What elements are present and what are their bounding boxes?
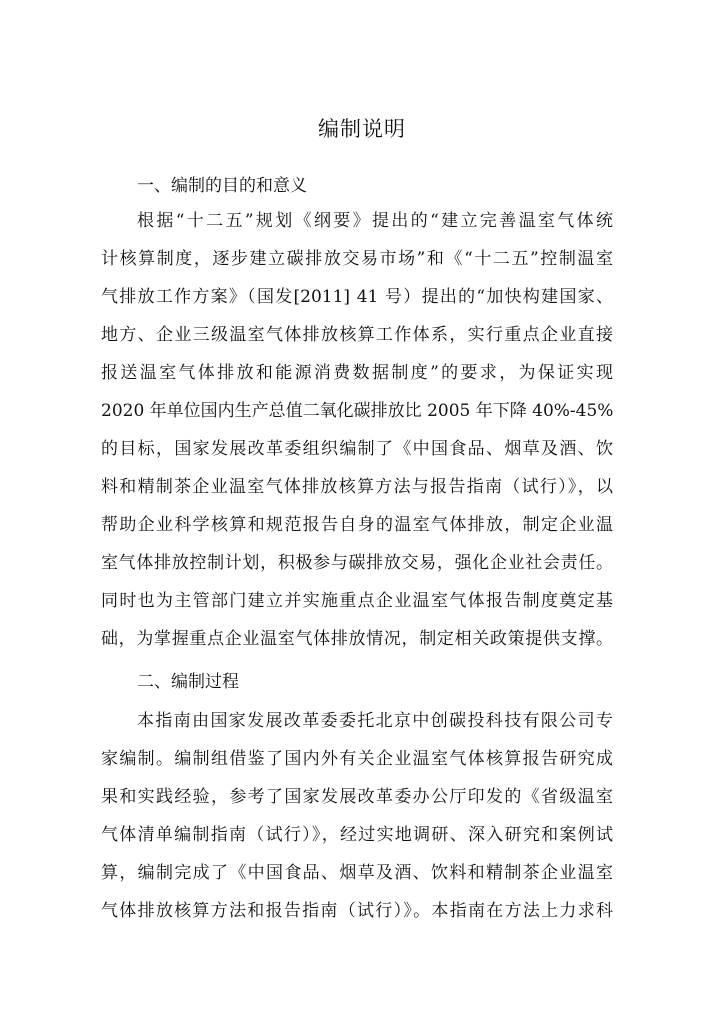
document-title: 编制说明: [318, 117, 406, 141]
paragraph-line: 果和实践经验，参考了国家发展改革委办公厅印发的《省级温室: [101, 787, 613, 807]
paragraph-line: 帮助企业科学核算和规范报告自身的温室气体排放，制定企业温: [101, 515, 613, 535]
paragraph-line: 室气体排放控制计划，积极参与碳排放交易，强化企业社会责任。: [101, 553, 613, 573]
paragraph-line: 础，为掌握重点企业温室气体排放情况，制定相关政策提供支撑。: [101, 629, 613, 649]
paragraph-line: 气体清单编制指南（试行）》，经过实地调研、深入研究和案例试: [101, 825, 613, 845]
paragraph-line: 同时也为主管部门建立并实施重点企业温室气体报告制度奠定基: [101, 591, 613, 611]
paragraph-line: 2020 年单位国内生产总值二氧化碳排放比 2005 年下降 40%-45%: [101, 401, 614, 421]
paragraph-line: 算，编制完成了《中国食品、烟草及酒、饮料和精制茶企业温室: [101, 863, 613, 883]
paragraph-line: 报送温室气体排放和能源消费数据制度”的要求，为保证实现: [101, 363, 613, 383]
paragraph-line: 地方、企业三级温室气体排放核算工作体系，实行重点企业直接: [101, 325, 613, 345]
section-heading-process: 二、编制过程: [137, 672, 239, 692]
paragraph-line: 的目标，国家发展改革委组织编制了《中国食品、烟草及酒、饮: [101, 439, 613, 459]
section-heading-purpose: 一、编制的目的和意义: [137, 176, 307, 196]
paragraph-line: 气排放工作方案》（国发[2011] 41 号）提出的“加快构建国家、: [101, 287, 613, 307]
paragraph-line: 家编制。编制组借鉴了国内外有关企业温室气体核算报告研究成: [101, 749, 613, 769]
paragraph-line: 根据“十二五”规划《纲要》提出的“建立完善温室气体统: [137, 211, 613, 231]
paragraph-line: 本指南由国家发展改革委委托北京中创碳投科技有限公司专: [137, 711, 613, 731]
paragraph-line: 计核算制度，逐步建立碳排放交易市场”和《“十二五”控制温室: [101, 249, 613, 269]
paragraph-line: 料和精制茶企业温室气体排放核算方法与报告指南（试行）》，以: [101, 477, 613, 497]
paragraph-line: 气体排放核算方法和报告指南（试行）》。本指南在方法上力求科: [101, 901, 613, 921]
